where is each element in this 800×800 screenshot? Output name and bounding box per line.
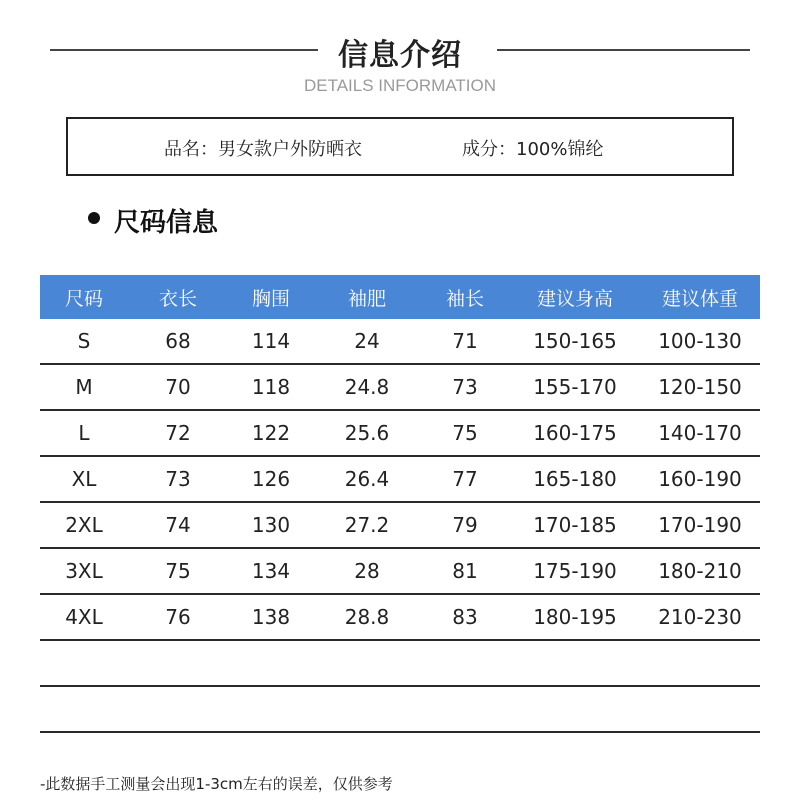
table-cell: 160-190 <box>658 467 742 491</box>
table-cell: 79 <box>452 513 478 537</box>
table-cell: 155-170 <box>533 375 617 399</box>
empty-table-row <box>40 687 760 733</box>
product-composition: 成分：100%锦纶 <box>462 139 604 160</box>
table-cell: 134 <box>251 559 291 583</box>
table-cell: 28.8 <box>344 605 390 629</box>
table-cell: 120-150 <box>658 375 742 399</box>
table-cell: 175-190 <box>533 559 617 583</box>
table-cell: 170-190 <box>658 513 742 537</box>
table-cell: 100-130 <box>658 329 742 353</box>
bullet-icon <box>88 212 100 224</box>
measurement-footnote: -此数据手工测量会出现1-3cm左右的误差，仅供参考 <box>40 775 393 793</box>
table-row <box>40 319 760 365</box>
table-row <box>40 503 760 549</box>
table-cell: 68 <box>165 329 191 353</box>
table-cell: 118 <box>251 375 291 399</box>
section-title: 尺码信息 <box>114 208 219 238</box>
table-cell: 2XL <box>65 513 103 537</box>
table-cell: 3XL <box>65 559 103 583</box>
size-table <box>40 275 760 733</box>
table-cell: 27.2 <box>344 513 390 537</box>
table-cell: 4XL <box>65 605 103 629</box>
table-cell: 140-170 <box>658 421 742 445</box>
table-cell: 24 <box>354 329 380 353</box>
column-header-size: 尺码 <box>64 287 103 310</box>
table-cell: 130 <box>251 513 291 537</box>
table-cell: 180-210 <box>658 559 742 583</box>
table-cell: L <box>78 421 90 445</box>
column-header-height: 建议身高 <box>536 287 613 310</box>
table-cell: 165-180 <box>533 467 617 491</box>
table-row <box>40 411 760 457</box>
table-cell: 126 <box>251 467 291 491</box>
column-header-sleeve-width: 袖肥 <box>347 287 386 310</box>
page-subtitle: DETAILS INFORMATION <box>303 76 497 95</box>
column-header-length: 衣长 <box>158 287 197 310</box>
column-header-sleeve-length: 袖长 <box>445 287 484 310</box>
table-cell: 73 <box>165 467 191 491</box>
table-cell: 70 <box>165 375 191 399</box>
table-cell: 210-230 <box>658 605 742 629</box>
table-cell: 150-165 <box>533 329 617 353</box>
column-header-weight: 建议体重 <box>661 287 738 310</box>
table-row <box>40 549 760 595</box>
table-cell: 81 <box>452 559 478 583</box>
column-header-chest: 胸围 <box>251 287 290 310</box>
table-cell: 71 <box>452 329 478 353</box>
table-cell: 77 <box>452 467 478 491</box>
table-cell: 76 <box>165 605 191 629</box>
table-cell: 26.4 <box>344 467 390 491</box>
table-cell: 180-195 <box>533 605 617 629</box>
table-cell: 138 <box>251 605 291 629</box>
table-cell: 24.8 <box>344 375 390 399</box>
page-header <box>0 28 800 108</box>
empty-table-row <box>40 641 760 687</box>
table-cell: 74 <box>165 513 191 537</box>
table-cell: 28 <box>354 559 380 583</box>
table-cell: 122 <box>251 421 291 445</box>
table-cell: 160-175 <box>533 421 617 445</box>
table-cell: M <box>75 375 93 399</box>
table-row <box>40 595 760 641</box>
table-cell: 170-185 <box>533 513 617 537</box>
table-cell: 75 <box>165 559 191 583</box>
table-cell: 25.6 <box>344 421 390 445</box>
table-row <box>40 457 760 503</box>
table-cell: 72 <box>165 421 191 445</box>
product-name: 品名：男女款户外防晒衣 <box>164 139 362 160</box>
table-cell: 75 <box>452 421 478 445</box>
header-divider-right <box>497 49 750 51</box>
table-cell: 114 <box>251 329 291 353</box>
table-row <box>40 365 760 411</box>
table-header-row <box>40 275 760 319</box>
table-cell: 73 <box>452 375 478 399</box>
product-info-box <box>66 117 734 176</box>
page-title: 信息介绍 <box>338 38 462 73</box>
table-cell: XL <box>71 467 97 491</box>
table-cell: 83 <box>452 605 478 629</box>
table-cell: S <box>77 329 91 353</box>
